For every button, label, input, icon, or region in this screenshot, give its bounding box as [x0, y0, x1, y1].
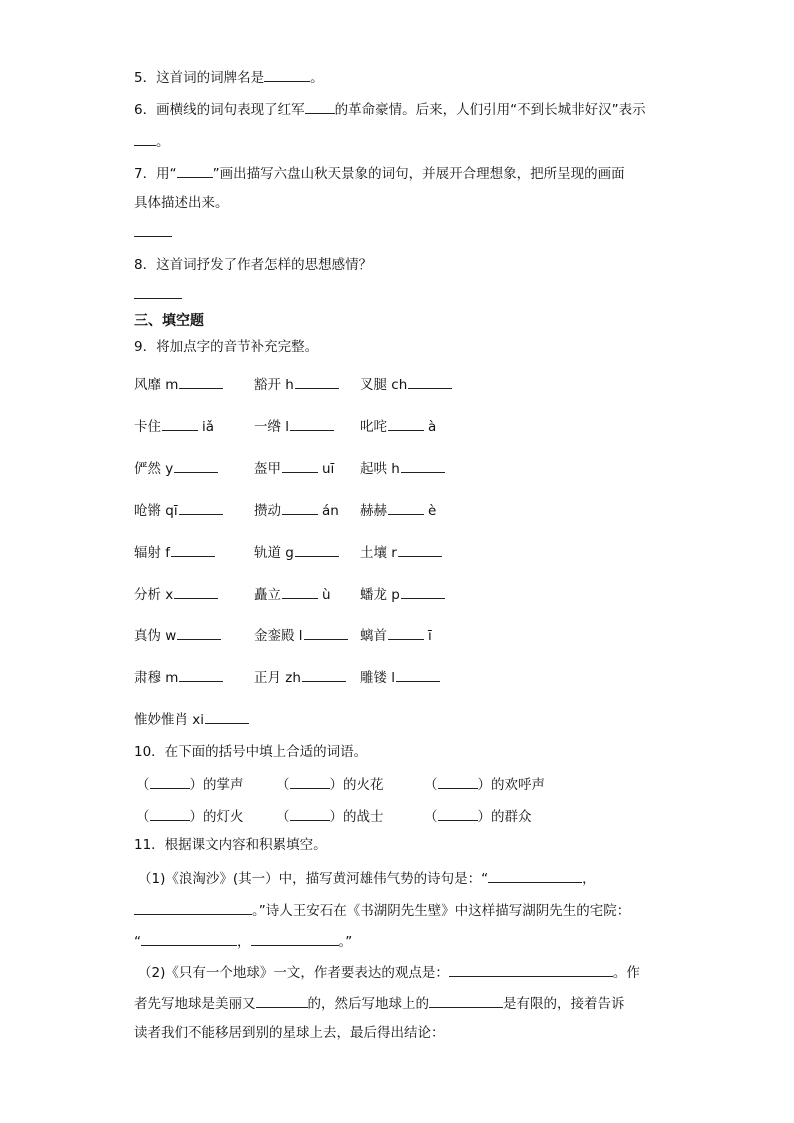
answer-blank[interactable] — [429, 993, 503, 1008]
answer-blank[interactable] — [295, 542, 339, 557]
answer-blank[interactable] — [305, 99, 335, 114]
answer-blank[interactable] — [179, 500, 223, 515]
question-10: 10．在下面的括号中填上合适的词语。 — [134, 744, 368, 760]
pinyin-item: 卡住 iǎ — [134, 416, 214, 436]
answer-blank[interactable] — [401, 584, 445, 599]
question-11-part1-line3: “ ， 。” — [134, 931, 352, 951]
pinyin-item: 叉腿 ch — [360, 374, 452, 394]
answer-blank[interactable] — [438, 806, 478, 821]
answer-blank[interactable] — [150, 806, 190, 821]
pinyin-item: 呛锵 qī — [134, 500, 223, 520]
answer-blank[interactable] — [282, 500, 318, 515]
answer-blank[interactable] — [449, 962, 613, 977]
question-6: 6．画横线的词句表现了红军 的革命豪情。后来，人们引用“不到长城非好汉”表示 — [134, 99, 646, 119]
pinyin-item: 金銮殿 l — [254, 625, 348, 645]
answer-blank[interactable] — [488, 868, 582, 883]
answer-blank[interactable] — [302, 667, 346, 682]
pinyin-item: 俨然 y — [134, 458, 218, 478]
answer-blank[interactable] — [174, 584, 218, 599]
question-11-part1-line2: 。”诗人王安石在《书湖阴先生壁》中这样描写湖阴先生的宅院： — [134, 900, 630, 920]
answer-blank[interactable] — [388, 416, 424, 431]
pinyin-item: 螭首 ī — [360, 625, 432, 645]
answer-blank[interactable] — [264, 67, 310, 82]
question-5: 5．这首词的词牌名是 。 — [134, 67, 324, 87]
answer-blank[interactable] — [134, 900, 252, 915]
answer-blank[interactable] — [408, 374, 452, 389]
answer-blank[interactable] — [290, 774, 330, 789]
pinyin-item: 攒动 án — [254, 500, 339, 520]
pinyin-item: 土壤 r — [360, 542, 442, 562]
answer-blank[interactable] — [177, 625, 221, 640]
answer-line[interactable] — [134, 236, 172, 237]
pinyin-item: 肃穆 m — [134, 667, 223, 687]
question-7: 7．用“ ”画出描写六盘山秋天景象的词句，并展开合理想象，把所呈现的画面 — [134, 163, 625, 183]
pinyin-item: 赫赫 è — [360, 500, 436, 520]
pinyin-item: 矗立 ù — [254, 584, 331, 604]
pinyin-item: 辐射 f — [134, 542, 215, 562]
answer-blank[interactable] — [141, 931, 237, 946]
pinyin-item: 惟妙惟肖 xi — [134, 709, 249, 729]
answer-blank[interactable] — [174, 458, 218, 473]
answer-blank[interactable] — [179, 667, 223, 682]
answer-line[interactable] — [134, 298, 182, 299]
question-11-part2: （2)《只有一个地球》一文，作者要表达的观点是： 。作 — [138, 962, 640, 982]
question-11-part2-line3: 读者我们不能移居到别的星球上去，最后得出结论： — [134, 1025, 445, 1041]
question-5-text: 5．这首词的词牌名是 — [134, 70, 265, 86]
answer-blank[interactable] — [295, 374, 339, 389]
answer-blank[interactable] — [438, 774, 478, 789]
pinyin-item: 豁开 h — [254, 374, 339, 394]
underline-marker — [177, 163, 213, 178]
answer-blank[interactable] — [290, 806, 330, 821]
pinyin-item: 正月 zh — [254, 667, 346, 687]
answer-blank[interactable] — [282, 458, 318, 473]
answer-blank[interactable] — [162, 416, 198, 431]
word-fill-item: （ ）的掌声 — [136, 774, 244, 794]
pinyin-item: 轨道 g — [254, 542, 339, 562]
question-7-line2: 具体描述出来。 — [134, 195, 229, 211]
pinyin-item: 真伪 w — [134, 625, 221, 645]
pinyin-item: 蟠龙 p — [360, 584, 445, 604]
answer-blank[interactable] — [290, 416, 334, 431]
word-fill-item: （ ）的火花 — [276, 774, 384, 794]
word-fill-item: （ ）的群众 — [424, 806, 532, 826]
pinyin-item: 风靡 m — [134, 374, 223, 394]
answer-blank[interactable] — [388, 500, 424, 515]
answer-blank[interactable] — [171, 542, 215, 557]
question-8: 8．这首词抒发了作者怎样的思想感情？ — [134, 257, 373, 273]
answer-blank[interactable] — [251, 931, 339, 946]
pinyin-item: 起哄 h — [360, 458, 445, 478]
question-11-part2-line2: 者先写地球是美丽又 的，然后写地球上的 是有限的，接着告诉 — [134, 993, 625, 1013]
question-9: 9．将加点字的音节补充完整。 — [134, 339, 319, 355]
pinyin-item: 分析 x — [134, 584, 218, 604]
word-fill-item: （ ）的灯火 — [136, 806, 244, 826]
answer-blank[interactable] — [304, 625, 348, 640]
answer-blank[interactable] — [401, 458, 445, 473]
pinyin-item: 盔甲 uī — [254, 458, 334, 478]
pinyin-item: 一绺 l — [254, 416, 334, 436]
pinyin-item: 雕镂 l — [360, 667, 440, 687]
answer-blank[interactable] — [256, 993, 308, 1008]
word-fill-item: （ ）的欢呼声 — [424, 774, 545, 794]
answer-blank[interactable] — [282, 584, 318, 599]
question-11: 11．根据课文内容和积累填空。 — [134, 837, 327, 853]
pinyin-item: 叱咤 à — [360, 416, 436, 436]
question-6-line2: 。 — [134, 131, 170, 151]
question-11-part1: （1)《浪淘沙》(其一）中，描写黄河雄伟气势的诗句是：“ ， — [138, 868, 596, 888]
answer-blank[interactable] — [388, 625, 424, 640]
answer-blank[interactable] — [398, 542, 442, 557]
answer-blank[interactable] — [150, 774, 190, 789]
section-title: 三、填空题 — [134, 313, 204, 329]
answer-blank[interactable] — [396, 667, 440, 682]
answer-blank[interactable] — [205, 709, 249, 724]
answer-blank[interactable] — [179, 374, 223, 389]
answer-blank[interactable] — [134, 131, 156, 146]
word-fill-item: （ ）的战士 — [276, 806, 384, 826]
